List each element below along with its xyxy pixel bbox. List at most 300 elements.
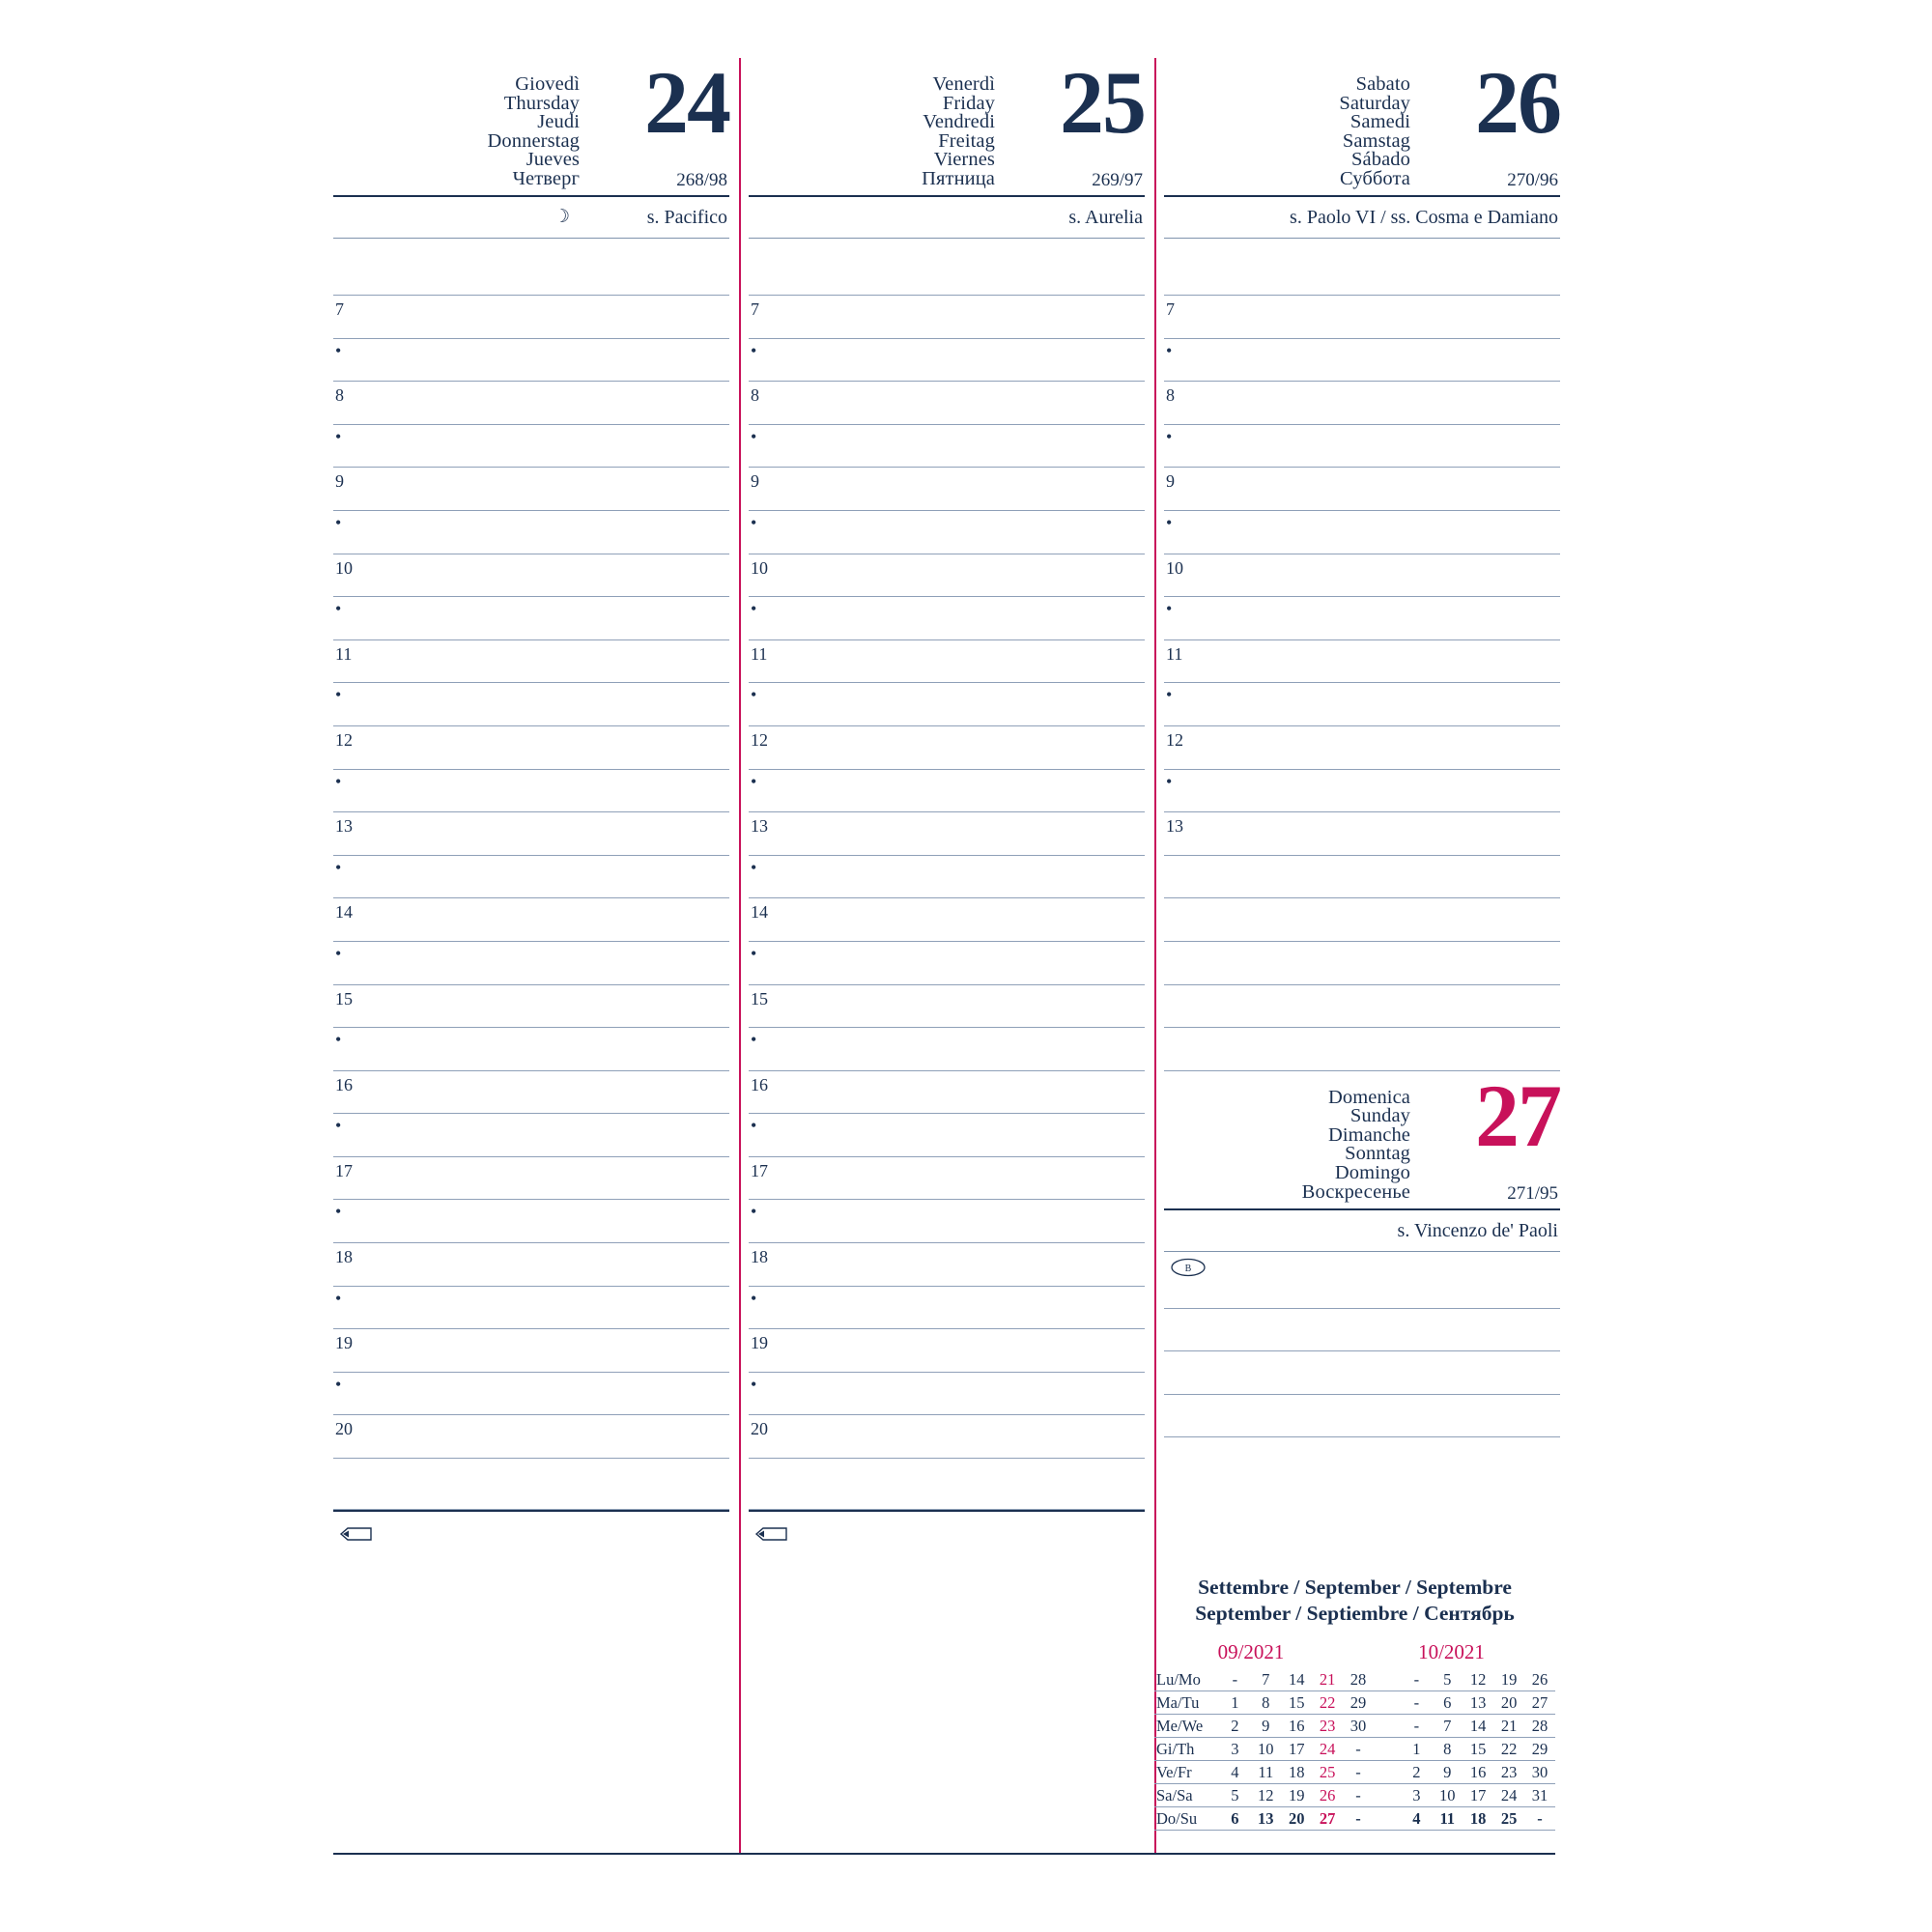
hour-label: 19 xyxy=(751,1333,768,1353)
hour-label: 19 xyxy=(335,1333,353,1353)
date-cell: 18 xyxy=(1463,1807,1493,1831)
day-names xyxy=(333,75,580,189)
hour-label: 10 xyxy=(751,557,768,578)
hour-row xyxy=(749,1329,1145,1373)
note-row[interactable] xyxy=(1164,898,1560,942)
half-hour-dot: • xyxy=(335,857,342,877)
hour-label: 7 xyxy=(1166,299,1175,319)
half-hour-dot: • xyxy=(335,599,342,619)
half-hour-dot: • xyxy=(1166,426,1173,446)
half-hour-dot: • xyxy=(751,771,757,791)
hour-label: 16 xyxy=(751,1074,768,1094)
weekday-label: Do/Su xyxy=(1154,1807,1219,1831)
date-cell-highlight: 23 xyxy=(1312,1715,1343,1738)
date-cell: 31 xyxy=(1524,1784,1555,1807)
spacer xyxy=(1374,1784,1401,1807)
day-name-es: Jueves xyxy=(526,149,580,171)
day-name-en: Saturday xyxy=(1339,92,1410,114)
saint-name: s. Paolo VI / ss. Cosma e Damiano xyxy=(1290,207,1558,228)
hour-label: 11 xyxy=(335,643,353,664)
day-name-es: Viernes xyxy=(933,149,995,171)
half-hour-row xyxy=(1164,770,1560,813)
day-progress: 271/95 xyxy=(1507,1182,1558,1204)
half-hour-row xyxy=(749,770,1145,813)
half-hour-row xyxy=(1164,511,1560,554)
day-name-ru: Четверг xyxy=(512,167,580,189)
hour-label: 8 xyxy=(335,385,344,406)
half-hour-row xyxy=(749,856,1145,899)
day-block-sunday xyxy=(1164,1065,1560,1438)
date-cell: 16 xyxy=(1463,1761,1493,1784)
hour-grid xyxy=(1164,239,1560,1071)
hour-row xyxy=(749,640,1145,684)
date-cell: 4 xyxy=(1401,1807,1432,1831)
hour-label: 12 xyxy=(335,729,353,750)
day-name-en: Thursday xyxy=(503,92,580,114)
spacer xyxy=(1374,1715,1401,1738)
half-hour-dot: • xyxy=(335,1288,342,1308)
day-column-friday xyxy=(749,53,1145,1564)
hour-label: 7 xyxy=(335,299,344,319)
day-column-saturday-sunday xyxy=(1164,53,1560,1437)
half-hour-dot: • xyxy=(751,1030,757,1050)
hour-row xyxy=(1164,296,1560,339)
date-cell: 7 xyxy=(1250,1668,1281,1691)
hour-row xyxy=(333,1157,729,1201)
date-cell: 18 xyxy=(1281,1761,1312,1784)
weekday-label: Sa/Sa xyxy=(1154,1784,1219,1807)
table-row xyxy=(1154,1668,1555,1691)
table-row xyxy=(1154,1784,1555,1807)
saint-line xyxy=(749,197,1145,239)
half-hour-dot: • xyxy=(335,771,342,791)
date-cell: 1 xyxy=(1401,1738,1432,1761)
half-hour-dot: • xyxy=(751,512,757,532)
hour-label: 12 xyxy=(751,729,768,750)
date-cell: 13 xyxy=(1463,1691,1493,1715)
day-footer xyxy=(749,1510,1145,1564)
half-hour-dot: • xyxy=(751,599,757,619)
note-line[interactable] xyxy=(749,239,1145,296)
date-cell: 19 xyxy=(1281,1784,1312,1807)
mini-calendar-months xyxy=(1154,1640,1555,1664)
hour-label: 10 xyxy=(1166,557,1183,578)
hour-label: 13 xyxy=(335,816,353,837)
table-row xyxy=(1154,1761,1555,1784)
half-hour-row xyxy=(749,683,1145,726)
date-cell: - xyxy=(1401,1691,1432,1715)
hour-row xyxy=(749,1415,1145,1459)
weekday-label: Me/We xyxy=(1154,1715,1219,1738)
date-cell: 10 xyxy=(1432,1784,1463,1807)
spacer xyxy=(1374,1807,1401,1831)
hour-row xyxy=(749,1157,1145,1201)
hour-row xyxy=(1164,812,1560,856)
date-cell: 1 xyxy=(1219,1691,1250,1715)
mini-calendar-title-line2: September / Septiembre / Сентябрь xyxy=(1195,1602,1515,1625)
hour-label: 15 xyxy=(751,988,768,1009)
date-cell: 12 xyxy=(1250,1784,1281,1807)
half-hour-dot: • xyxy=(1166,599,1173,619)
day-name-it: Domenica xyxy=(1327,1086,1410,1108)
day-header xyxy=(333,53,729,193)
day-name-it: Giovedì xyxy=(515,73,580,95)
day-name-it: Venerdì xyxy=(932,73,995,95)
hour-label: 11 xyxy=(1166,643,1183,664)
half-hour-row xyxy=(749,1373,1145,1416)
hour-label: 17 xyxy=(751,1160,768,1180)
half-hour-dot: • xyxy=(335,685,342,705)
day-number: 24 xyxy=(644,53,729,152)
half-hour-row xyxy=(749,511,1145,554)
weekday-label: Ve/Fr xyxy=(1154,1761,1219,1784)
date-cell: 8 xyxy=(1250,1691,1281,1715)
day-name-es: Domingo xyxy=(1334,1162,1410,1184)
hour-row xyxy=(333,1243,729,1287)
hour-row xyxy=(1164,468,1560,511)
note-line[interactable] xyxy=(333,1459,729,1510)
day-names xyxy=(749,75,995,189)
weekday-label: Lu/Mo xyxy=(1154,1668,1219,1691)
half-hour-row xyxy=(749,1287,1145,1330)
half-hour-dot: • xyxy=(751,340,757,360)
note-row[interactable] xyxy=(1164,1028,1560,1071)
hour-row xyxy=(749,554,1145,598)
mini-calendar-table xyxy=(1154,1668,1555,1831)
date-cell: 27 xyxy=(1524,1691,1555,1715)
day-header xyxy=(1164,53,1560,193)
date-cell: - xyxy=(1343,1784,1374,1807)
date-cell: - xyxy=(1219,1668,1250,1691)
date-cell-highlight: 27 xyxy=(1312,1807,1343,1831)
date-cell: 15 xyxy=(1463,1738,1493,1761)
hour-row xyxy=(333,468,729,511)
date-cell: - xyxy=(1524,1807,1555,1831)
spacer xyxy=(1374,1761,1401,1784)
month-label-right: 10/2021 xyxy=(1418,1640,1485,1663)
hour-row xyxy=(749,1243,1145,1287)
note-line[interactable] xyxy=(749,1459,1145,1510)
half-hour-row xyxy=(749,1028,1145,1071)
half-hour-row xyxy=(333,511,729,554)
half-hour-row xyxy=(749,1114,1145,1157)
date-cell: 5 xyxy=(1432,1668,1463,1691)
date-cell: - xyxy=(1401,1668,1432,1691)
half-hour-dot: • xyxy=(1166,685,1173,705)
half-hour-dot: • xyxy=(751,1374,757,1394)
bookmark-icon xyxy=(1170,1258,1207,1282)
date-cell: 10 xyxy=(1250,1738,1281,1761)
half-hour-row xyxy=(333,1028,729,1071)
date-cell: 25 xyxy=(1493,1807,1524,1831)
hour-row xyxy=(333,726,729,770)
hour-grid xyxy=(749,239,1145,1510)
hour-row xyxy=(333,296,729,339)
day-number: 27 xyxy=(1475,1065,1560,1165)
half-hour-dot: • xyxy=(335,943,342,963)
half-hour-row xyxy=(333,856,729,899)
pen-marker-icon xyxy=(339,1525,372,1548)
date-cell: - xyxy=(1343,1761,1374,1784)
half-hour-row xyxy=(333,942,729,985)
day-progress: 269/97 xyxy=(1092,170,1143,190)
half-hour-row xyxy=(749,425,1145,469)
half-hour-row xyxy=(333,339,729,383)
half-hour-row xyxy=(333,1200,729,1243)
half-hour-dot: • xyxy=(335,340,342,360)
hour-label: 14 xyxy=(335,902,353,923)
saint-name: s. Vincenzo de' Paoli xyxy=(1397,1219,1558,1241)
date-cell: - xyxy=(1401,1715,1432,1738)
table-row xyxy=(1154,1691,1555,1715)
date-cell-highlight: 26 xyxy=(1312,1784,1343,1807)
hour-label: 8 xyxy=(751,385,759,406)
hour-row xyxy=(1164,554,1560,598)
saint-name: s. Aurelia xyxy=(1068,207,1143,228)
hour-label: 13 xyxy=(1166,816,1183,837)
date-cell: 22 xyxy=(1493,1738,1524,1761)
hour-row xyxy=(1164,382,1560,425)
table-row xyxy=(1154,1715,1555,1738)
day-name-en: Friday xyxy=(942,92,995,114)
half-hour-dot: • xyxy=(1166,512,1173,532)
half-hour-dot: • xyxy=(751,1202,757,1222)
hour-row xyxy=(1164,640,1560,684)
date-cell: 15 xyxy=(1281,1691,1312,1715)
day-name-de: Samstag xyxy=(1342,129,1410,152)
day-column-thursday xyxy=(333,53,729,1564)
half-hour-row xyxy=(749,339,1145,383)
hour-label: 12 xyxy=(1166,729,1183,750)
half-hour-row xyxy=(333,1114,729,1157)
hour-row xyxy=(333,812,729,856)
saint-line xyxy=(333,197,729,239)
page-bottom-rule xyxy=(333,1853,1555,1855)
day-name-es: Sábado xyxy=(1351,149,1410,171)
hour-row xyxy=(749,1071,1145,1115)
date-cell: 23 xyxy=(1493,1761,1524,1784)
day-name-de: Sonntag xyxy=(1345,1143,1410,1165)
column-separator-1 xyxy=(739,58,741,1855)
date-cell: 12 xyxy=(1463,1668,1493,1691)
half-hour-row xyxy=(1164,683,1560,726)
hour-row xyxy=(749,726,1145,770)
day-progress: 270/96 xyxy=(1507,170,1558,190)
day-names xyxy=(1164,1086,1410,1203)
note-row[interactable] xyxy=(1164,1395,1560,1438)
note-line[interactable] xyxy=(1164,239,1560,296)
note-grid xyxy=(1164,1252,1560,1438)
half-hour-dot: • xyxy=(1166,771,1173,791)
spacer xyxy=(1374,1691,1401,1715)
weekday-label: Ma/Tu xyxy=(1154,1691,1219,1715)
note-row[interactable] xyxy=(1164,1309,1560,1352)
note-row[interactable] xyxy=(1164,942,1560,985)
day-header xyxy=(1164,1065,1560,1207)
hour-label: 20 xyxy=(751,1419,768,1439)
date-cell: - xyxy=(1343,1807,1374,1831)
hour-row xyxy=(333,640,729,684)
half-hour-dot: • xyxy=(335,512,342,532)
hour-label: 10 xyxy=(335,557,353,578)
hour-label: 13 xyxy=(751,816,768,837)
table-row xyxy=(1154,1807,1555,1831)
date-cell: 9 xyxy=(1432,1761,1463,1784)
month-label-left: 09/2021 xyxy=(1217,1640,1285,1663)
date-cell: 28 xyxy=(1343,1668,1374,1691)
date-cell: 8 xyxy=(1432,1738,1463,1761)
half-hour-dot: • xyxy=(335,426,342,446)
half-hour-row xyxy=(333,1287,729,1330)
note-line[interactable] xyxy=(1164,1252,1560,1309)
hour-row xyxy=(749,468,1145,511)
half-hour-dot: • xyxy=(335,1202,342,1222)
date-cell: 20 xyxy=(1493,1691,1524,1715)
hour-label: 9 xyxy=(335,471,344,492)
day-progress: 268/98 xyxy=(676,170,727,190)
date-cell: 2 xyxy=(1219,1715,1250,1738)
date-cell-highlight: 24 xyxy=(1312,1738,1343,1761)
day-footer xyxy=(333,1510,729,1564)
half-hour-dot: • xyxy=(751,943,757,963)
date-cell-highlight: 21 xyxy=(1312,1668,1343,1691)
day-name-fr: Dimanche xyxy=(1327,1123,1410,1146)
date-cell: 17 xyxy=(1281,1738,1312,1761)
half-hour-row xyxy=(333,683,729,726)
hour-row xyxy=(333,1415,729,1459)
hour-row xyxy=(749,898,1145,942)
date-cell-highlight: 25 xyxy=(1312,1761,1343,1784)
spacer xyxy=(1374,1738,1401,1761)
date-cell: 3 xyxy=(1219,1738,1250,1761)
date-cell: 11 xyxy=(1250,1761,1281,1784)
half-hour-dot: • xyxy=(751,1288,757,1308)
note-row[interactable] xyxy=(1164,985,1560,1029)
half-hour-row xyxy=(1164,339,1560,383)
half-hour-row xyxy=(1164,597,1560,640)
half-hour-dot: • xyxy=(751,426,757,446)
date-cell: 14 xyxy=(1281,1668,1312,1691)
footer-rule xyxy=(749,1510,1145,1512)
saint-name: s. Pacifico xyxy=(646,207,727,228)
half-hour-dot: • xyxy=(751,1116,757,1136)
half-hour-row xyxy=(333,1373,729,1416)
half-hour-row xyxy=(333,597,729,640)
date-cell: 7 xyxy=(1432,1715,1463,1738)
hour-row xyxy=(333,1071,729,1115)
day-name-ru: Пятница xyxy=(922,167,995,189)
day-name-it: Sabato xyxy=(1355,73,1410,95)
hour-label: 11 xyxy=(751,643,768,664)
half-hour-row xyxy=(749,942,1145,985)
half-hour-row xyxy=(333,770,729,813)
pen-marker-icon xyxy=(754,1525,787,1548)
hour-label: 9 xyxy=(751,471,759,492)
note-row[interactable] xyxy=(1164,1351,1560,1395)
table-row xyxy=(1154,1738,1555,1761)
date-cell: 29 xyxy=(1524,1738,1555,1761)
half-hour-row xyxy=(749,597,1145,640)
date-cell: 11 xyxy=(1432,1807,1463,1831)
date-cell: 26 xyxy=(1524,1668,1555,1691)
date-cell-highlight: 22 xyxy=(1312,1691,1343,1715)
day-name-fr: Vendredi xyxy=(923,111,995,133)
hour-label: 16 xyxy=(335,1074,353,1094)
hour-row xyxy=(1164,726,1560,770)
saint-line xyxy=(1164,1210,1560,1252)
spacer xyxy=(1374,1668,1401,1691)
day-name-ru: Суббота xyxy=(1340,167,1410,189)
date-cell: 9 xyxy=(1250,1715,1281,1738)
hour-row xyxy=(333,554,729,598)
hour-row xyxy=(749,296,1145,339)
half-hour-row xyxy=(333,425,729,469)
hour-label: 18 xyxy=(751,1247,768,1267)
date-cell: 3 xyxy=(1401,1784,1432,1807)
day-name-fr: Jeudi xyxy=(537,111,580,133)
mini-calendar xyxy=(1154,1575,1555,1831)
day-name-fr: Samedi xyxy=(1350,111,1410,133)
hour-row xyxy=(333,985,729,1029)
hour-row xyxy=(333,1329,729,1373)
footer-rule xyxy=(333,1510,729,1512)
note-row[interactable] xyxy=(1164,856,1560,899)
hour-label: 14 xyxy=(751,902,768,923)
half-hour-row xyxy=(749,1200,1145,1243)
hour-label: 8 xyxy=(1166,385,1175,406)
hour-label: 7 xyxy=(751,299,759,319)
date-cell: 30 xyxy=(1524,1761,1555,1784)
day-number: 25 xyxy=(1060,53,1145,152)
date-cell: 24 xyxy=(1493,1784,1524,1807)
date-cell: 30 xyxy=(1343,1715,1374,1738)
hour-label: 17 xyxy=(335,1160,353,1180)
day-name-de: Donnerstag xyxy=(487,129,580,152)
hour-label: 18 xyxy=(335,1247,353,1267)
hour-row xyxy=(749,985,1145,1029)
date-cell: 6 xyxy=(1432,1691,1463,1715)
weekday-label: Gi/Th xyxy=(1154,1738,1219,1761)
svg-text:B: B xyxy=(1184,1263,1192,1274)
date-cell: 19 xyxy=(1493,1668,1524,1691)
note-line[interactable] xyxy=(333,239,729,296)
half-hour-dot: • xyxy=(335,1030,342,1050)
day-header xyxy=(749,53,1145,193)
hour-row xyxy=(749,382,1145,425)
date-cell: - xyxy=(1343,1738,1374,1761)
half-hour-row xyxy=(1164,425,1560,469)
hour-label: 20 xyxy=(335,1419,353,1439)
date-cell: 20 xyxy=(1281,1807,1312,1831)
date-cell: 21 xyxy=(1493,1715,1524,1738)
date-cell: 14 xyxy=(1463,1715,1493,1738)
date-cell: 4 xyxy=(1219,1761,1250,1784)
half-hour-dot: • xyxy=(751,685,757,705)
date-cell: 29 xyxy=(1343,1691,1374,1715)
date-cell: 6 xyxy=(1219,1807,1250,1831)
date-cell: 16 xyxy=(1281,1715,1312,1738)
half-hour-dot: • xyxy=(335,1374,342,1394)
half-hour-dot: • xyxy=(751,857,757,877)
hour-label: 9 xyxy=(1166,471,1175,492)
date-cell: 5 xyxy=(1219,1784,1250,1807)
day-name-ru: Воскресенье xyxy=(1301,1180,1410,1203)
date-cell: 2 xyxy=(1401,1761,1432,1784)
hour-grid xyxy=(333,239,729,1510)
moon-phase-icon: ☽ xyxy=(554,207,571,227)
hour-label: 15 xyxy=(335,988,353,1009)
date-cell: 13 xyxy=(1250,1807,1281,1831)
